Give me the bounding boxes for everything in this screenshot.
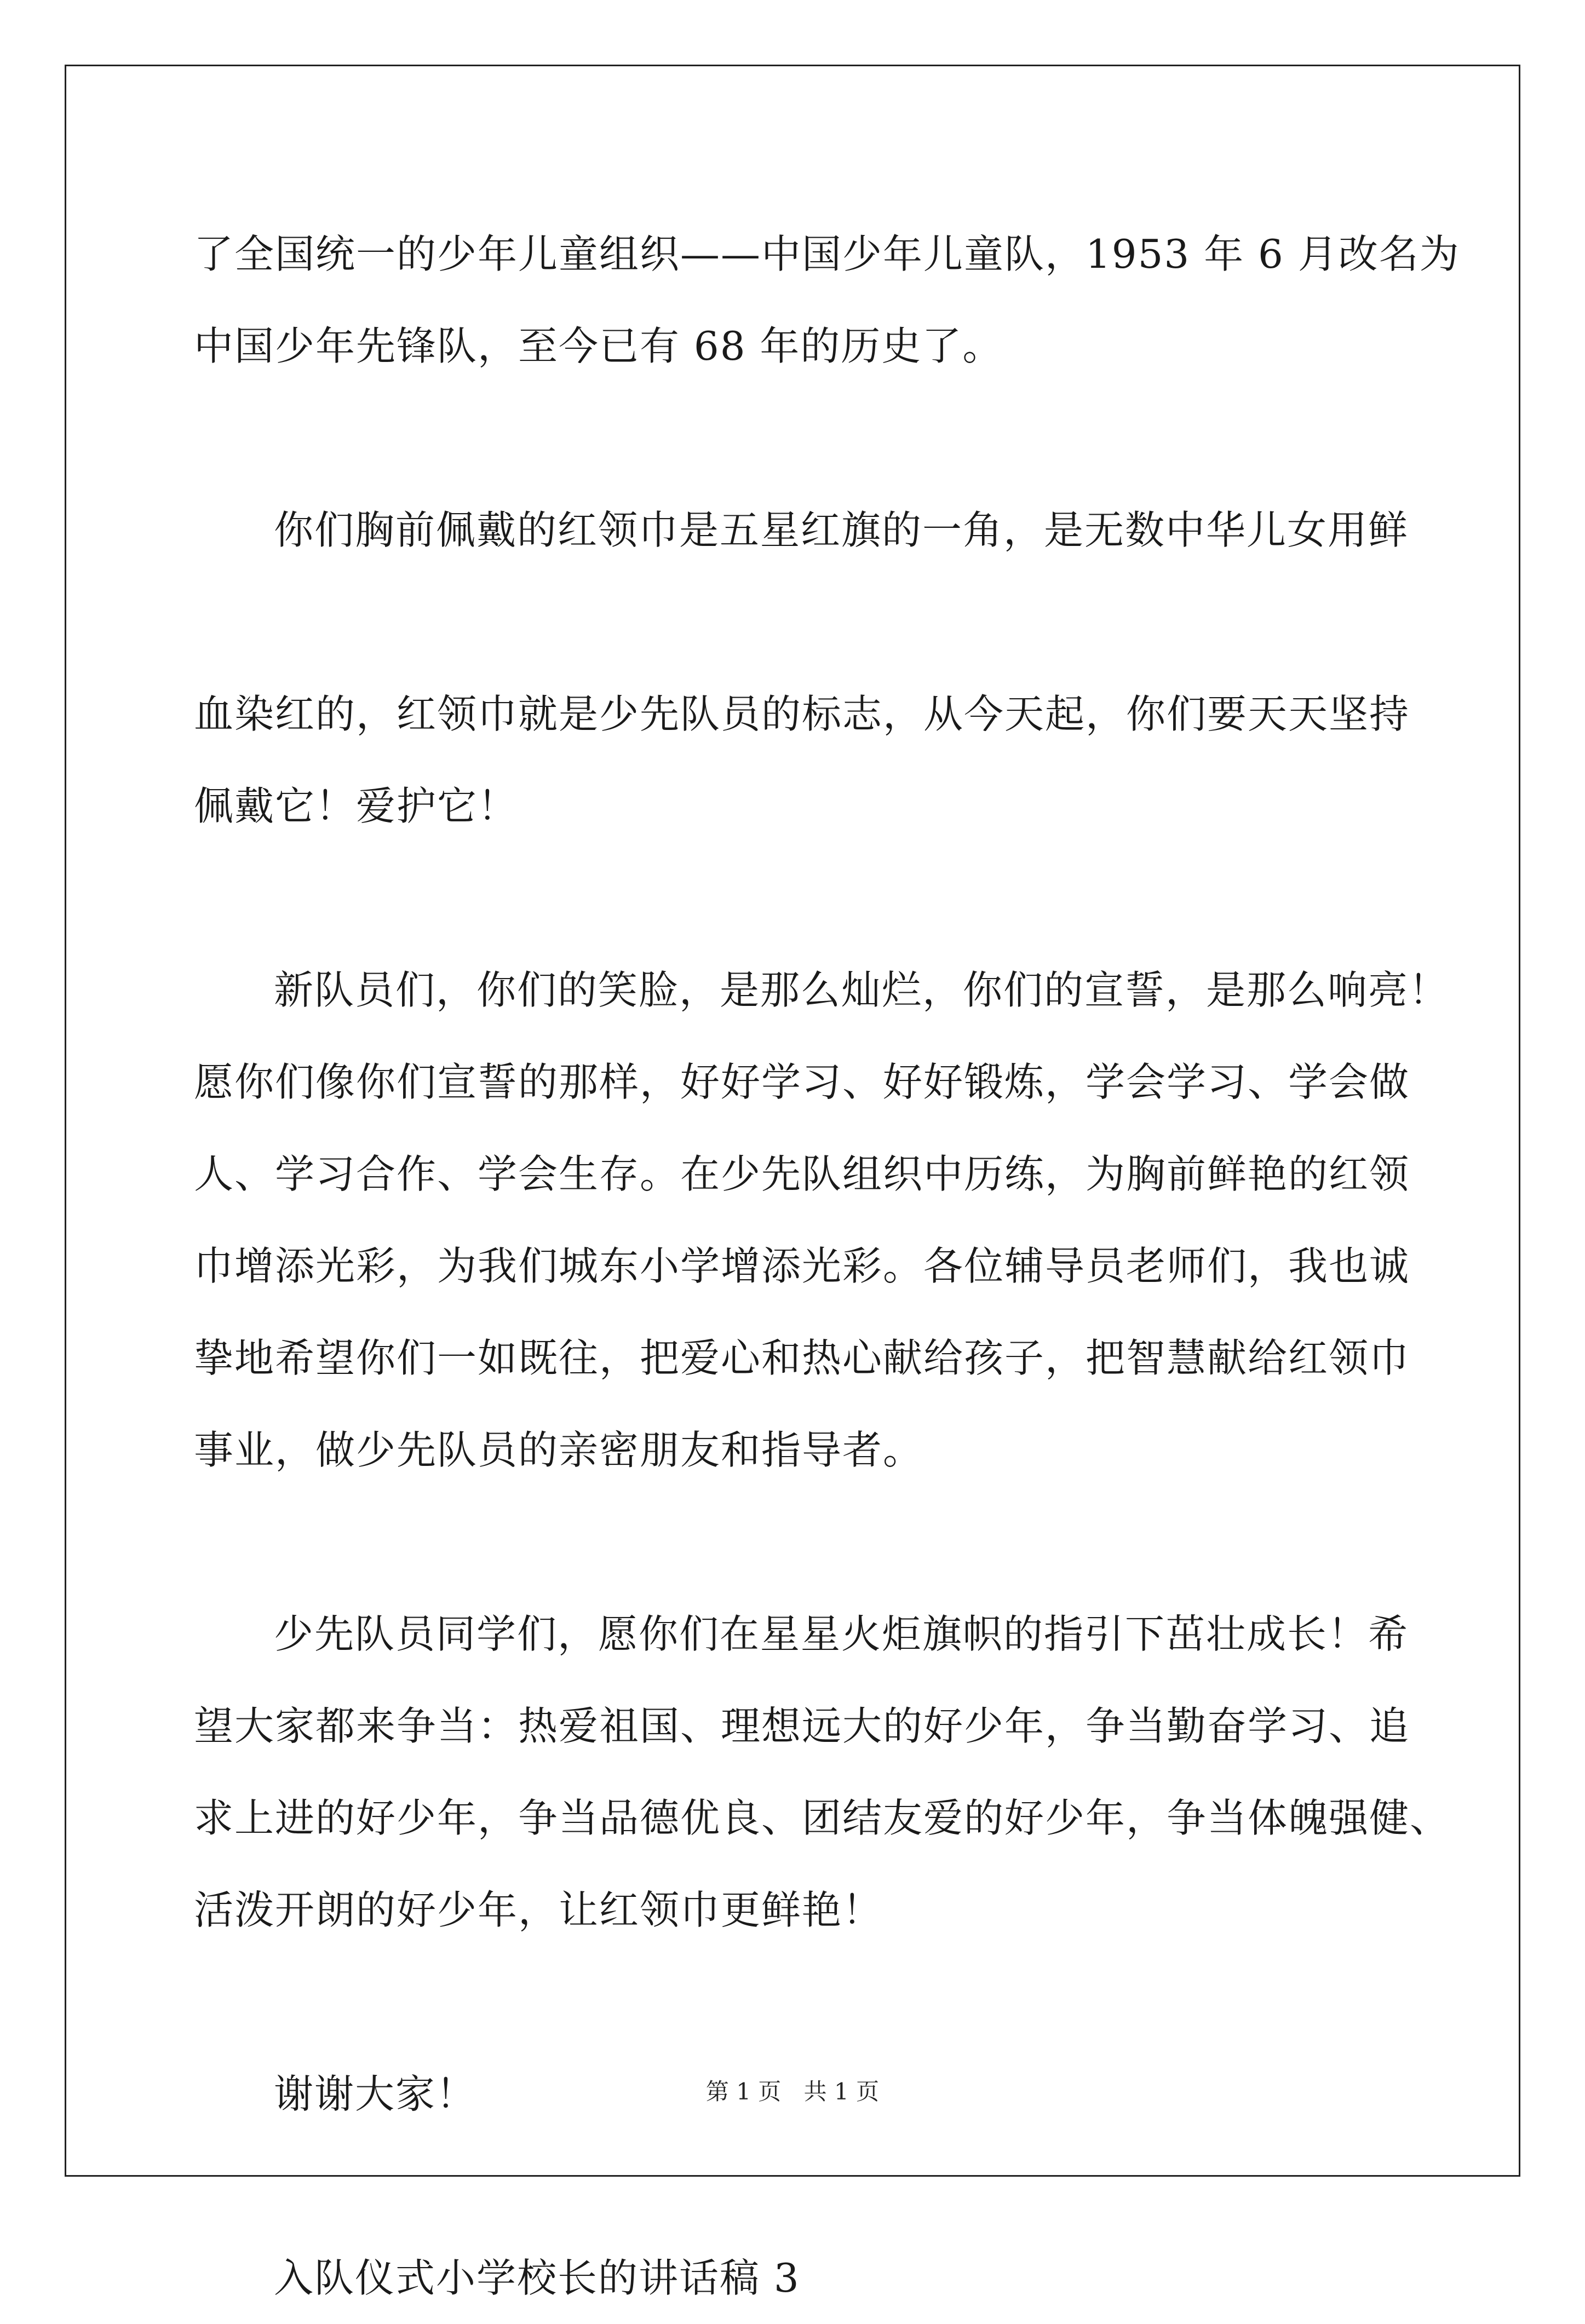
page-footer — [0, 2075, 1585, 2108]
page-number-current: 第 1 页 — [705, 2078, 782, 2105]
paragraph-line: 少先队员同学们，愿你们在星星火炬旗帜的指引下茁壮成长！希 — [274, 1611, 1409, 1657]
paragraph-line: 愿你们像你们宣誓的那样，好好学习、好好锻炼，学会学习、学会做 — [194, 1059, 1410, 1105]
paragraph-line: 巾增添光彩，为我们城东小学增添光彩。各位辅导员老师们，我也诚 — [194, 1243, 1410, 1289]
paragraph-line: 人、学习合作、学会生存。在少先队组织中历练，为胸前鲜艳的红领 — [194, 1151, 1410, 1197]
paragraph-line: 望大家都来争当：热爱祖国、理想远大的好少年，争当勤奋学习、追 — [194, 1703, 1410, 1749]
paragraph-line: 了全国统一的少年儿童组织——中国少年儿童队，1953 年 6 月改名为 — [194, 231, 1460, 277]
page-number-total: 共 1 页 — [803, 2078, 880, 2105]
paragraph-line: 新队员们，你们的笑脸，是那么灿烂，你们的宣誓，是那么响亮！ — [274, 967, 1450, 1013]
section-heading: 入队仪式小学校长的讲话稿 3 — [274, 2255, 800, 2301]
paragraph-line: 中国少年先锋队，至今已有 68 年的历史了。 — [194, 323, 1003, 369]
paragraph-line: 血染红的，红领巾就是少先队员的标志，从今天起，你们要天天坚持 — [194, 691, 1410, 737]
paragraph-line: 事业，做少先队员的亲密朋友和指导者。 — [194, 1427, 924, 1473]
closing-line: 谢谢大家！ — [274, 2071, 477, 2117]
paragraph-line: 求上进的好少年，争当品德优良、团结友爱的好少年，争当体魄强健、 — [194, 1795, 1451, 1841]
paragraph-line: 活泼开朗的好少年，让红领巾更鲜艳！ — [194, 1887, 883, 1933]
document-body — [194, 208, 1460, 2324]
paragraph-line: 佩戴它！爱护它！ — [194, 783, 519, 829]
paragraph-line: 挚地希望你们一如既往，把爱心和热心献给孩子，把智慧献给红领巾 — [194, 1335, 1410, 1381]
paragraph-line: 你们胸前佩戴的红领巾是五星红旗的一角，是无数中华儿女用鲜 — [274, 507, 1409, 553]
